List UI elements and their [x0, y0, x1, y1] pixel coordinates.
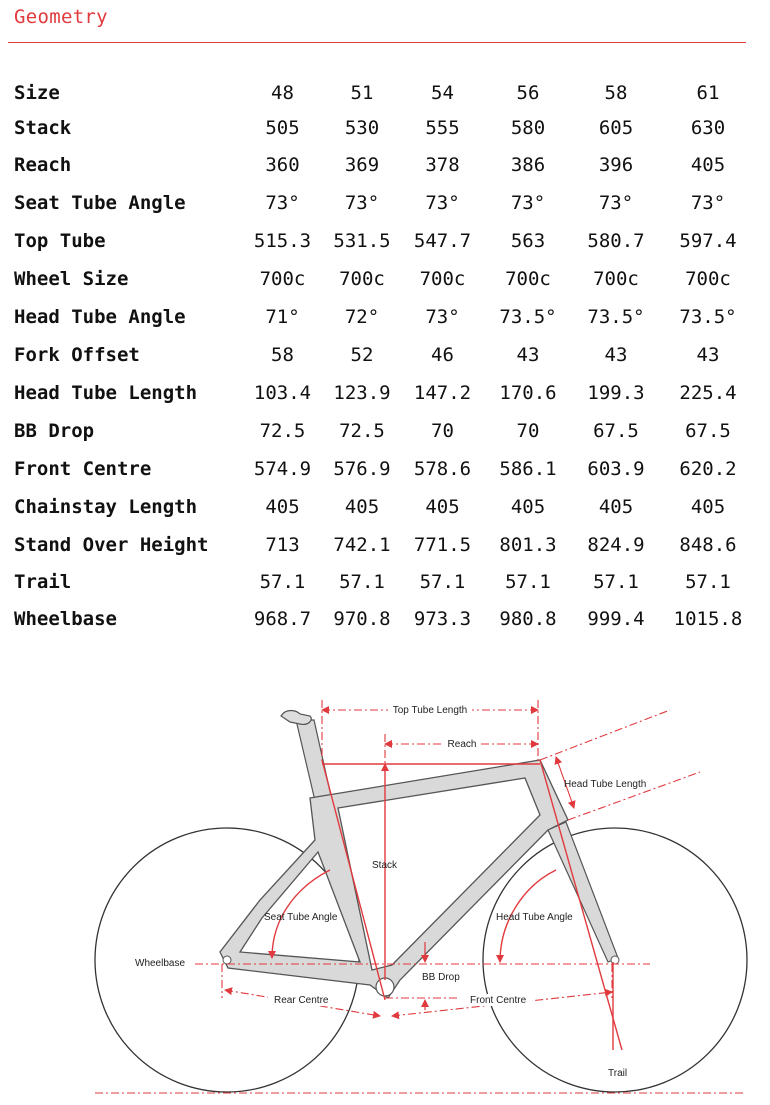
cell-value: 73°	[425, 192, 460, 214]
row-label: BB Drop	[14, 420, 95, 442]
cell-value: 72.5	[339, 420, 385, 442]
row-label: Chainstay Length	[14, 496, 198, 518]
front-hub	[611, 956, 619, 964]
cell-value: 73.5°	[679, 306, 737, 328]
row-label: Wheel Size	[14, 268, 129, 290]
label-trail: Trail	[608, 1068, 628, 1079]
cell-value: 597.4	[679, 230, 737, 252]
cell-value: 46	[431, 344, 454, 366]
label-seat-tube-angle: Seat Tube Angle	[264, 912, 338, 923]
cell-value: 771.5	[413, 534, 472, 556]
cell-value: 199.3	[587, 382, 645, 404]
cell-value: 170.6	[499, 382, 557, 404]
table-row	[14, 336, 756, 374]
cell-value: 48	[271, 82, 294, 104]
label-reach: Reach	[447, 739, 477, 750]
cell-value: 576.9	[333, 458, 391, 480]
cell-value: 586.1	[499, 458, 557, 480]
table-row	[14, 564, 756, 600]
cell-value: 71°	[265, 306, 300, 328]
seatpost	[296, 720, 333, 805]
row-label: Top Tube	[14, 230, 106, 252]
row-label: Size	[14, 82, 60, 104]
cell-value: 968.7	[253, 608, 312, 630]
table-row	[14, 526, 756, 564]
cell-value: 73.5°	[499, 306, 557, 328]
row-label: Trail	[14, 571, 72, 593]
label-rear-centre: Rear Centre	[274, 995, 329, 1006]
label-head-tube-length: Head Tube Length	[564, 779, 647, 790]
cell-value: 405	[425, 496, 460, 518]
cell-value: 73°	[265, 192, 300, 214]
cell-value: 700c	[593, 268, 639, 290]
cell-value: 67.5	[593, 420, 639, 442]
row-label: Head Tube Length	[14, 382, 198, 404]
cell-value: 57.1	[593, 571, 639, 593]
cell-value: 58	[604, 82, 628, 104]
label-head-tube-angle: Head Tube Angle	[496, 912, 573, 923]
cell-value: 824.9	[587, 534, 645, 556]
cell-value: 386	[510, 154, 546, 176]
rear-hub	[223, 956, 231, 964]
cell-value: 630	[690, 117, 726, 139]
cell-value: 405	[690, 496, 726, 518]
cell-value: 360	[265, 154, 300, 176]
label-stack: Stack	[372, 860, 398, 871]
saddle	[281, 711, 311, 725]
cell-value: 700c	[339, 268, 385, 290]
cell-value: 51	[350, 82, 374, 104]
cell-value: 574.9	[253, 458, 312, 480]
table-row	[14, 260, 756, 298]
cell-value: 973.3	[413, 608, 472, 630]
cell-value: 405	[598, 496, 634, 518]
cell-value: 57.1	[685, 571, 731, 593]
table-row	[14, 488, 756, 526]
cell-value: 999.4	[587, 608, 645, 630]
title-divider	[8, 42, 746, 43]
cell-value: 700c	[505, 268, 551, 290]
table-row	[14, 412, 756, 450]
cell-value: 70	[431, 420, 454, 442]
table-row	[14, 600, 756, 638]
cell-value: 73°	[425, 306, 460, 328]
row-label: Stack	[14, 117, 72, 139]
cell-value: 620.2	[679, 458, 737, 480]
cell-value: 603.9	[587, 458, 645, 480]
cell-value: 578.6	[413, 458, 472, 480]
cell-value: 57.1	[339, 571, 385, 593]
row-label: Reach	[14, 154, 72, 176]
cell-value: 605	[598, 117, 634, 139]
row-label: Stand Over Height	[14, 534, 209, 556]
cell-value: 1015.8	[673, 608, 743, 630]
cell-value: 225.4	[679, 382, 737, 404]
geometry-table	[14, 76, 756, 638]
cell-value: 43	[516, 344, 540, 366]
cell-value: 369	[344, 154, 380, 176]
cell-value: 54	[431, 82, 454, 104]
cell-value: 405	[690, 154, 726, 176]
geometry-diagram	[0, 680, 770, 1105]
row-label: Head Tube Angle	[14, 306, 186, 328]
table-row	[14, 146, 756, 184]
cell-value: 547.7	[413, 230, 472, 252]
cell-value: 405	[265, 496, 300, 518]
header-row	[14, 76, 756, 110]
bottom-bracket	[376, 978, 394, 996]
table-row	[14, 184, 756, 222]
cell-value: 530	[344, 117, 380, 139]
cell-value: 103.4	[253, 382, 312, 404]
cell-value: 742.1	[333, 534, 391, 556]
cell-value: 563	[510, 230, 546, 252]
cell-value: 123.9	[333, 382, 391, 404]
table-row	[14, 110, 756, 146]
table-row	[14, 222, 756, 260]
cell-value: 980.8	[499, 608, 557, 630]
cell-value: 580	[510, 117, 546, 139]
cell-value: 43	[604, 344, 628, 366]
cell-value: 73.5°	[587, 306, 645, 328]
cell-value: 713	[265, 534, 300, 556]
cell-value: 378	[425, 154, 460, 176]
label-wheelbase: Wheelbase	[135, 958, 186, 969]
cell-value: 56	[516, 82, 540, 104]
cell-value: 43	[696, 344, 720, 366]
table-row	[14, 374, 756, 412]
cell-value: 580.7	[587, 230, 645, 252]
page-title: Geometry	[14, 6, 108, 28]
cell-value: 58	[271, 344, 294, 366]
cell-value: 57.1	[259, 571, 306, 593]
cell-value: 848.6	[679, 534, 737, 556]
label-bb-drop: BB Drop	[422, 972, 460, 983]
row-label: Fork Offset	[14, 344, 140, 366]
row-label: Front Centre	[14, 458, 152, 480]
cell-value: 531.5	[333, 230, 391, 252]
cell-value: 970.8	[333, 608, 391, 630]
cell-value: 505	[265, 117, 300, 139]
cell-value: 801.3	[499, 534, 557, 556]
cell-value: 396	[598, 154, 634, 176]
label-front-centre: Front Centre	[470, 995, 527, 1006]
cell-value: 73°	[510, 192, 546, 214]
cell-value: 73°	[598, 192, 634, 214]
table-row	[14, 450, 756, 488]
cell-value: 72.5	[259, 420, 306, 442]
cell-value: 700c	[419, 268, 466, 290]
cell-value: 555	[425, 117, 460, 139]
cell-value: 700c	[259, 268, 306, 290]
cell-value: 147.2	[413, 382, 472, 404]
cell-value: 61	[696, 82, 720, 104]
cell-value: 57.1	[419, 571, 466, 593]
cell-value: 67.5	[685, 420, 731, 442]
cell-value: 52	[350, 344, 374, 366]
row-label: Seat Tube Angle	[14, 192, 186, 214]
cell-value: 405	[344, 496, 380, 518]
cell-value: 700c	[685, 268, 731, 290]
cell-value: 70	[516, 420, 540, 442]
cell-value: 57.1	[505, 571, 551, 593]
label-top-tube-length: Top Tube Length	[392, 705, 468, 716]
table-row	[14, 298, 756, 336]
cell-value: 73°	[690, 192, 726, 214]
cell-value: 73°	[344, 192, 380, 214]
cell-value: 72°	[344, 306, 380, 328]
cell-value: 515.3	[253, 230, 312, 252]
row-label: Wheelbase	[14, 608, 117, 630]
cell-value: 405	[510, 496, 546, 518]
